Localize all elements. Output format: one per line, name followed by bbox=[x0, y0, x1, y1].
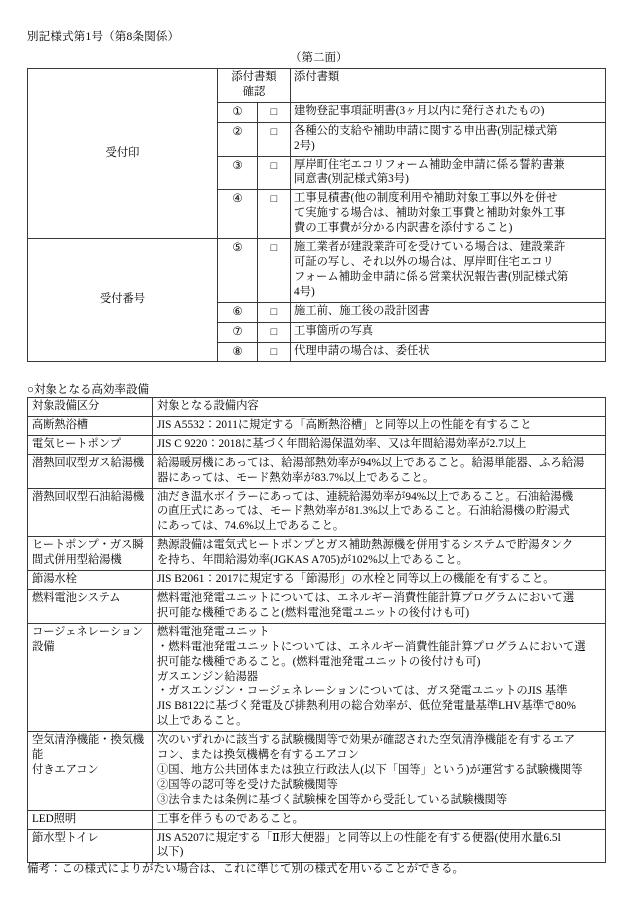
attachment-number: ⑦ bbox=[218, 322, 258, 342]
attachment-document-line: 2号) bbox=[294, 139, 315, 152]
equipment-description-line: の直圧式にあっては、モード熱効率が81.3%以上であること。石油給湯機の貯湯式 bbox=[157, 505, 570, 518]
equipment-category bbox=[28, 571, 153, 590]
equipment-category-line: 潜熱回収型ガス給湯機 bbox=[32, 456, 144, 469]
checkbox-icon[interactable]: □ bbox=[270, 159, 278, 172]
attachment-document-line: 可証の写し、それ以外の場合は、厚岸町住宅エコリ bbox=[294, 255, 554, 268]
equipment-description-line: 器にあっては、モード熱効率が83.7%以上であること。 bbox=[157, 471, 435, 484]
checkbox-icon[interactable]: □ bbox=[270, 193, 278, 206]
equipment-description-line: 給湯暖房機にあっては、給湯部熱効率が94%以上であること。給湯単能器、ふろ給湯 bbox=[157, 456, 585, 469]
attachment-document-line: 同意書(別記様式第3号) bbox=[294, 173, 409, 186]
equipment-description bbox=[153, 589, 606, 623]
attachment-checkbox[interactable] bbox=[258, 302, 291, 322]
equipment-description bbox=[153, 454, 606, 488]
table-row bbox=[28, 488, 606, 537]
equipment-table bbox=[27, 397, 606, 863]
attachment-document-line: 建物登記事項証明書(3ヶ月以内に発行されたもの) bbox=[294, 104, 545, 117]
equipment-description bbox=[153, 435, 606, 454]
equipment-description-line: ・燃料電池発電ユニットについては、エネルギー消費性能計算プログラムにおいて選 bbox=[157, 640, 586, 653]
checkbox-icon[interactable]: □ bbox=[270, 325, 278, 338]
attachment-document-line: 施工前、施工後の設計図書 bbox=[294, 304, 430, 317]
checkbox-icon[interactable]: □ bbox=[270, 345, 278, 358]
attachment-document-text bbox=[291, 302, 606, 322]
equipment-description-line: ・ガスエンジン・コージェネレーションについては、ガス発電ユニットのJIS 基準 bbox=[157, 685, 568, 698]
attachment-document-line: 代理申請の場合は、委任状 bbox=[294, 344, 430, 357]
equipment-description-line: 燃料電池発電ユニットについては、エネルギー消費性能計算プログラムにおいて選 bbox=[157, 591, 575, 604]
header-equipment-description: 対象となる設備内容 bbox=[153, 398, 606, 417]
attachment-document-line: フォーム補助金申請に係る営業状況報告書(別記様式第 bbox=[294, 270, 569, 283]
form-id-heading: 別記様式第1号（第8条関係） bbox=[27, 31, 180, 43]
header-attachment-confirm bbox=[218, 69, 291, 103]
equipment-description bbox=[153, 810, 606, 829]
equipment-category bbox=[28, 810, 153, 829]
attachment-document-text bbox=[291, 102, 606, 122]
header-confirm-line-2: 確認 bbox=[242, 85, 266, 98]
equipment-category bbox=[28, 732, 153, 811]
attachment-number: ⑧ bbox=[218, 342, 258, 362]
equipment-description-line: JIS C 9220：2018に基づく年間給湯保温効率、又は年間給湯効率が2.7以上 bbox=[157, 437, 527, 450]
attachment-checkbox[interactable] bbox=[258, 342, 291, 362]
attachment-number: ⑥ bbox=[218, 302, 258, 322]
equipment-description bbox=[153, 571, 606, 590]
attachment-checkbox[interactable] bbox=[258, 322, 291, 342]
equipment-description bbox=[153, 488, 606, 537]
table-row bbox=[28, 732, 606, 811]
equipment-category-line: 潜熱回収型石油給湯機 bbox=[32, 490, 144, 503]
equipment-category-line: LED照明 bbox=[32, 812, 77, 825]
equipment-description bbox=[153, 623, 606, 731]
equipment-description-line: 次のいずれかに該当する試験機関等で効果が確認された空気清浄機能を有するエア bbox=[157, 734, 575, 747]
equipment-category-line: 設備 bbox=[32, 640, 55, 653]
header-attachment-document: 添付書類 bbox=[291, 69, 606, 103]
equipment-description-line: JIS B2061：2017に規定する「節湯形」の水栓と同等以上の機能を有すること。 bbox=[157, 573, 555, 586]
equipment-category-line: 空気清浄機能・換気機能 bbox=[32, 734, 144, 762]
attachment-checkbox[interactable] bbox=[258, 102, 291, 122]
equipment-category-line: 節湯水栓 bbox=[32, 573, 77, 586]
checkbox-icon[interactable]: □ bbox=[270, 242, 278, 255]
header-confirm-line-1: 添付書類 bbox=[231, 71, 277, 83]
equipment-description-line: にあっては、74.6%以上であること。 bbox=[157, 520, 345, 533]
equipment-category-line: 電気ヒートポンプ bbox=[32, 437, 122, 450]
checkbox-icon[interactable]: □ bbox=[270, 305, 278, 318]
equipment-category bbox=[28, 589, 153, 623]
attachment-checkbox[interactable] bbox=[258, 239, 291, 303]
table-header-row bbox=[28, 69, 606, 103]
table-row bbox=[28, 239, 606, 303]
attachment-document-line: 厚岸町住宅エコリフォーム補助金申請に係る誓約書兼 bbox=[294, 158, 565, 171]
equipment-category-line: 間式併用型給湯機 bbox=[32, 554, 122, 567]
equipment-description-line: ①国、地方公共団体または独立行政法人(以下「国等」という)が運営する試験機関等 bbox=[157, 763, 583, 776]
attachment-document-line: 各種公的支給や補助申請に関する申出書(別記様式第 bbox=[294, 124, 558, 137]
equipment-description-line: 択可能な機種であること。(燃料電池発電ユニットの後付けも可) bbox=[157, 655, 481, 668]
equipment-category-line: コージェネレーション bbox=[32, 625, 144, 638]
attachment-document-line: 工事見積書(他の制度利用や補助対象工事以外を併せ bbox=[294, 192, 558, 205]
equipment-description bbox=[153, 829, 606, 863]
equipment-category bbox=[28, 416, 153, 435]
attachment-document-line: 費の工事費が分かる内訳書を添付すること) bbox=[294, 222, 513, 235]
equipment-description-line: JIS A5532：2011に規定する「高断熱浴槽」と同等以上の性能を有すること bbox=[157, 418, 532, 431]
checkbox-icon[interactable]: □ bbox=[270, 105, 278, 118]
equipment-category bbox=[28, 623, 153, 731]
equipment-description bbox=[153, 732, 606, 811]
attachment-document-text bbox=[291, 156, 606, 190]
attachment-checkbox[interactable] bbox=[258, 122, 291, 156]
attachment-number: ⑤ bbox=[218, 239, 258, 303]
equipment-description-line: 以上であること。 bbox=[157, 715, 248, 728]
attachment-number: ② bbox=[218, 122, 258, 156]
equipment-category-line: 付きエアコン bbox=[32, 763, 99, 776]
header-equipment-category: 対象設備区分 bbox=[28, 398, 153, 417]
equipment-description bbox=[153, 416, 606, 435]
equipment-category-line: 高断熱浴槽 bbox=[32, 418, 88, 431]
equipment-section-caption: ○対象となる高効率設備 bbox=[27, 384, 149, 396]
table-row bbox=[28, 589, 606, 623]
table-row bbox=[28, 454, 606, 488]
table-row bbox=[28, 623, 606, 731]
equipment-description-line: 燃料電池発電ユニット bbox=[157, 625, 270, 638]
equipment-description-line: ガスエンジン給湯器 bbox=[157, 670, 259, 683]
equipment-category bbox=[28, 435, 153, 454]
equipment-description-line: 油だき温水ボイラーにあっては、連続給湯効率が94%以上であること。石油給湯機 bbox=[157, 490, 573, 503]
table-row bbox=[28, 416, 606, 435]
attachment-number: ④ bbox=[218, 190, 258, 239]
equipment-description-line: 以下) bbox=[157, 846, 184, 859]
equipment-description bbox=[153, 537, 606, 571]
equipment-category-line: 節水型トイレ bbox=[32, 831, 99, 844]
footnote: 備考：この様式によりがたい場合は、これに準じて別の様式を用いることができる。 bbox=[27, 863, 464, 875]
table-row bbox=[28, 537, 606, 571]
attachment-document-text bbox=[291, 239, 606, 303]
equipment-category-line: 燃料電池システム bbox=[32, 591, 121, 604]
equipment-description-line: 熱源設備は電気式ヒートポンプとガス補助熱源機を併用するシステムで貯湯タンク bbox=[157, 539, 574, 552]
equipment-category-line: ヒートポンプ・ガス瞬 bbox=[32, 539, 144, 552]
attachment-document-line: 工事箇所の写真 bbox=[294, 324, 374, 337]
attachment-number: ③ bbox=[218, 156, 258, 190]
equipment-category bbox=[28, 829, 153, 863]
attachment-document-line: て実施する場合は、補助対象工事費と補助対象外工事 bbox=[294, 207, 566, 220]
attachment-document-line: 施工業者が建設業許可を受けている場合は、建設業許 bbox=[294, 241, 566, 254]
receipt-number-cell: 受付番号 bbox=[28, 239, 218, 362]
table-row bbox=[28, 571, 606, 590]
equipment-category bbox=[28, 454, 153, 488]
attachment-document-text bbox=[291, 342, 606, 362]
equipment-description-line: 択可能な機種であること(燃料電池発電ユニットの後付けも可) bbox=[157, 606, 470, 619]
header-receipt-stamp: 受付印 bbox=[28, 69, 218, 239]
equipment-description-line: JIS A5207に規定する「Ⅱ形大便器」と同等以上の性能を有する便器(使用水量6.5l bbox=[157, 831, 561, 844]
equipment-description-line: コン、または換気機構を有するエアコン bbox=[157, 749, 359, 762]
attachment-number: ① bbox=[218, 102, 258, 122]
equipment-description-line: 工事を伴うものであること。 bbox=[157, 812, 304, 825]
checkbox-icon[interactable]: □ bbox=[270, 125, 278, 138]
attachment-checkbox[interactable] bbox=[258, 156, 291, 190]
attachment-document-text bbox=[291, 322, 606, 342]
table-row bbox=[28, 829, 606, 863]
equipment-description-line: ②国等の認可等を受けた試験機関等 bbox=[157, 778, 338, 791]
equipment-category bbox=[28, 537, 153, 571]
table-header-row bbox=[28, 398, 606, 417]
equipment-description-line: ③法令または条例に基づく試験棟を国等から受託している試験機関等 bbox=[157, 793, 508, 806]
attachment-document-text bbox=[291, 190, 606, 239]
face-label: （第二面） bbox=[290, 52, 348, 64]
equipment-description-line: JIS B8122に基づく発電及び排熱利用の総合効率が、低位発電量基準LHV基準で80% bbox=[157, 700, 576, 713]
attachment-document-text bbox=[291, 122, 606, 156]
equipment-category bbox=[28, 488, 153, 537]
table-row bbox=[28, 435, 606, 454]
equipment-description-line: を持ち、年間給湯効率(JGKAS A705)が102%以上であること。 bbox=[157, 554, 468, 567]
attachment-table bbox=[27, 68, 606, 362]
table-row bbox=[28, 810, 606, 829]
attachment-checkbox[interactable] bbox=[258, 190, 291, 239]
attachment-document-line: 4号) bbox=[294, 285, 315, 298]
